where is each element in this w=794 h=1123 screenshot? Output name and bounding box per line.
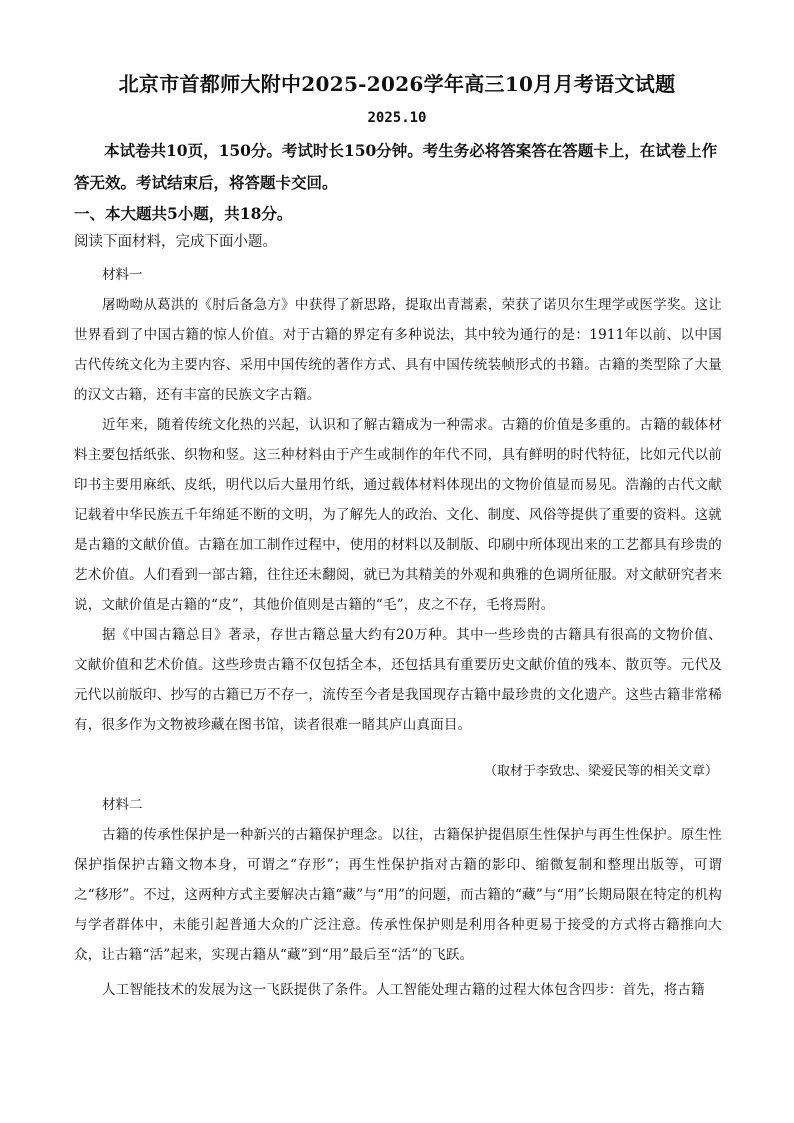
- material1-paragraph: 近年来，随着传统文化热的兴起，认识和了解古籍成为一种需求。古籍的价值是多重的。古籍的载体材料主要包括纸张、织物和竖。这三种材料由于产生或制作的年代不同，具有鲜明的时代特征，比如元代以前印书主要用麻纸、皮纸，明代以后大量用竹纸，通过载体材料体现出的文物价值显而易见。浩瀚的古代文献记载着中华民族五千年绵延不断的文明，为了解先人的政治、文化、制度、风俗等提供了重要的资料。这就是古籍的文献价值。古籍在加工制作过程中，使用的材料以及制版、印刷中所体现出来的工艺都具有珍贵的艺术价值。人们看到一部古籍，往往还未翻阅，就已为其精美的外观和典雅的色调所征服。对文献研究者来说，文献价值是古籍的“皮”，其他价值则是古籍的“毛”，皮之不存，毛将焉附。: [74, 417, 722, 613]
- material1-source: （取材于李致忠、梁爱民等的相关文章）: [483, 764, 718, 779]
- material1-label: 材料一: [102, 267, 143, 283]
- section-title: 一、本大题共5小题，共18分。: [74, 204, 293, 223]
- exam-title: 北京市首都师大附中2025-2026学年高三10月月考语文试题: [118, 72, 676, 96]
- exam-notice: 本试卷共10页，150分。考试时长150分钟。考生务必将答案答在答题卡上，在试卷上作答无效。考试结束后，将答题卡交回。: [74, 141, 718, 192]
- material1-paragraph: 据《中国古籍总目》著录，存世古籍总量大约有20万种。其中一些珍贵的古籍具有很高的文物价值、文献价值和艺术价值。这些珍贵古籍不仅包括全本，还包括具有重要历史文献价值的残本、散页等。元代及元代以前版印、抄写的古籍已万不存一，流传至今者是我国现存古籍中最珍贵的文化遗产。这些古籍非常稀有，很多作为文物被珍藏在图书馆，读者很难一睹其庐山真面目。: [74, 627, 722, 733]
- material2-paragraph: 古籍的传承性保护是一种新兴的古籍保护理念。以往，古籍保护提倡原生性保护与再生性保护。原生性保护指保护古籍文物本身，可谓之“存形”；再生性保护指对古籍的影印、缩微复制和整理出版等，可谓之“移形”。不过，这两种方式主要解决古籍“藏”与“用”的问题，而古籍的“藏”与“用”长期局限在特定的机构与学者群体中，未能引起普通大众的广泛注意。传承性保护则是利用各种更易于接受的方式将古籍推向大众，让古籍“活”起来，实现古籍从“藏”到“用”最后至“活”的飞跃。: [74, 827, 722, 963]
- section-instruction: 阅读下面材料，完成下面小题。: [74, 234, 277, 250]
- material2-paragraph: 人工智能技术的发展为这一飞跃提供了条件。人工智能处理古籍的过程大体包含四步：首先，将古籍: [102, 982, 705, 998]
- material1-paragraph: 屠呦呦从葛洪的《肘后备急方》中获得了新思路，提取出青蒿素，荣获了诺贝尔生理学或医学奖。这让世界看到了中国古籍的惊人价值。对于古籍的界定有多种说法，其中较为通行的是：1911年以前、以中国古代传统文化为主要内容、采用中国传统的著作方式、具有中国传统装帧形式的书籍。古籍的类型除了大量的汉文古籍，还有丰富的民族文字古籍。: [74, 297, 722, 403]
- material2-label: 材料二: [102, 797, 143, 813]
- exam-date: 2025.10: [367, 110, 427, 126]
